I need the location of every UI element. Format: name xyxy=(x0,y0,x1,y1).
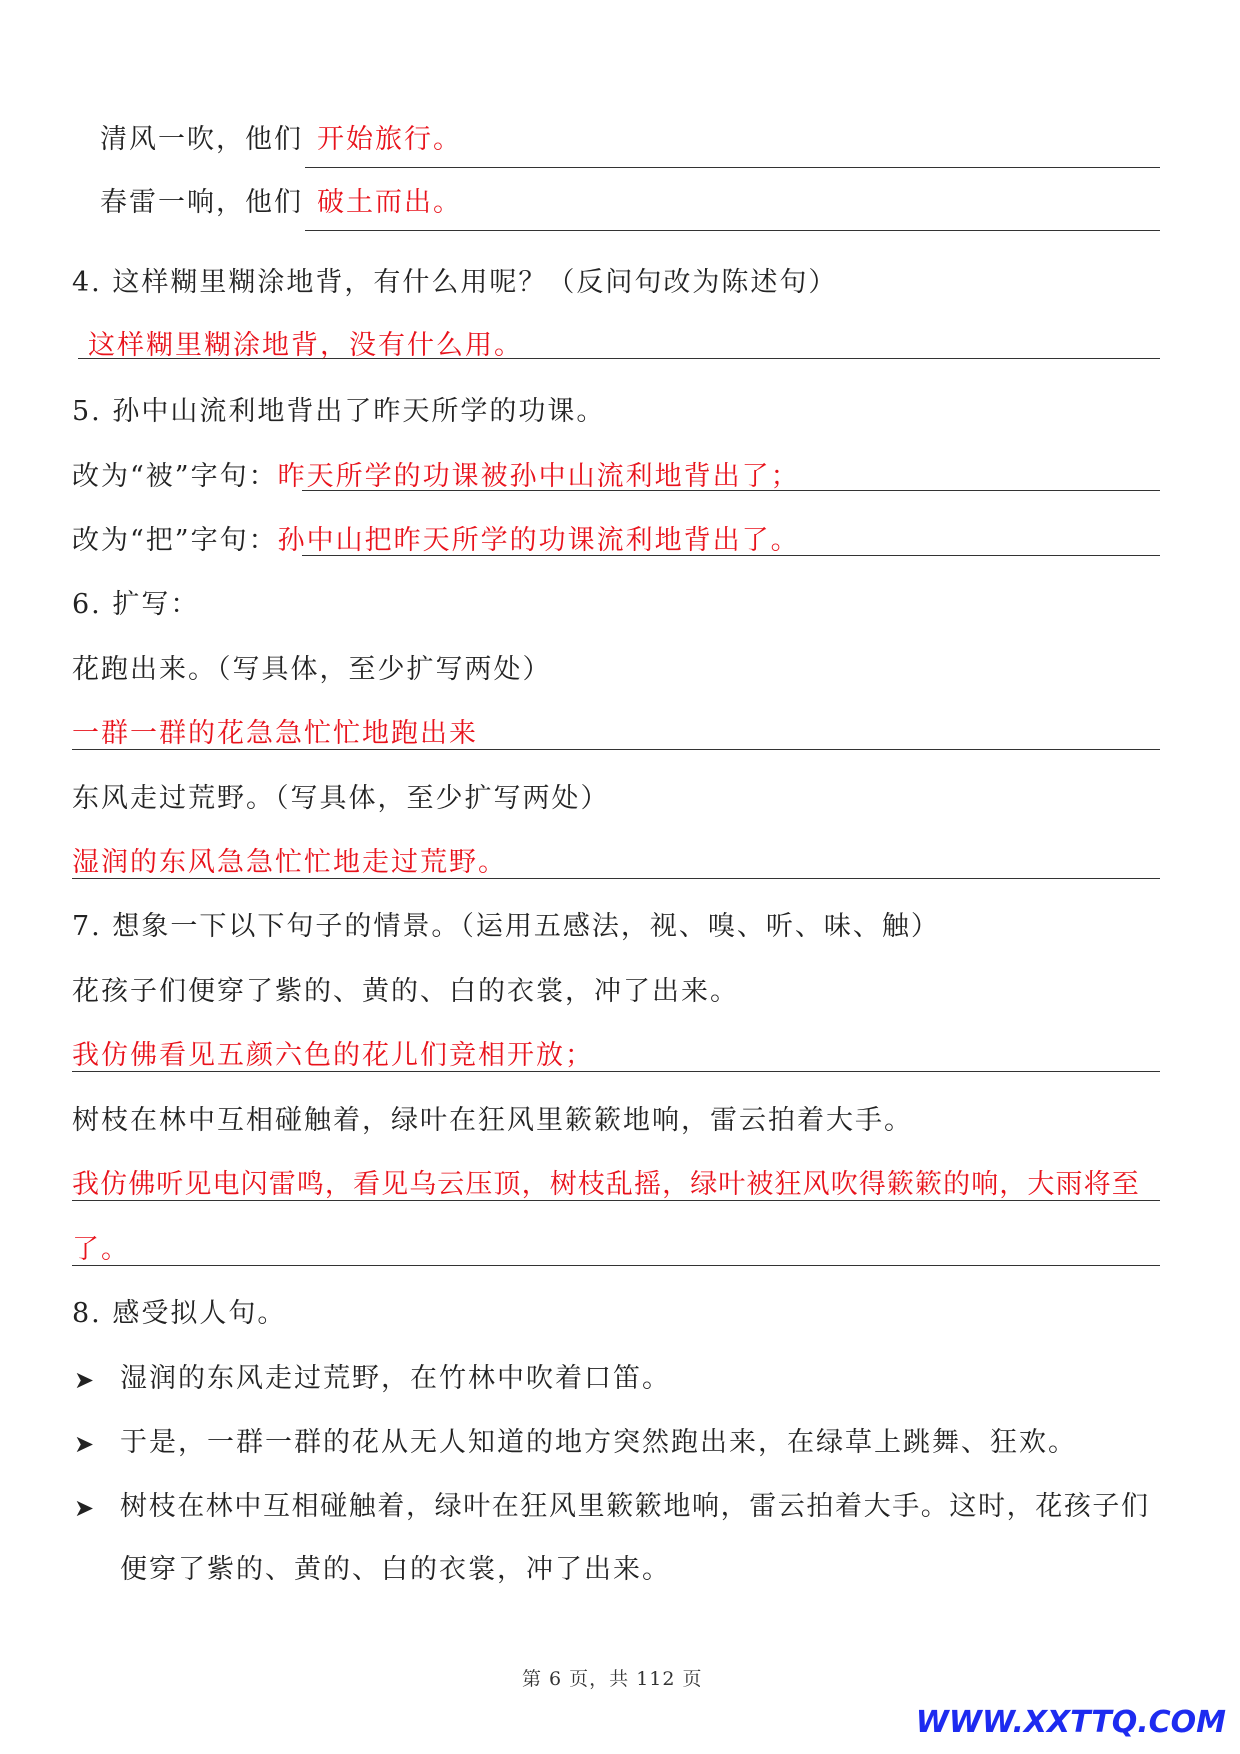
answer-underline xyxy=(72,1071,1160,1072)
question-6a: 花跑出来。（写具体，至少扩写两处） xyxy=(72,654,552,685)
answer-underline xyxy=(305,167,1160,168)
answer-underline xyxy=(72,878,1160,879)
bullet-item-3-line1: 树枝在林中互相碰触着，绿叶在狂风里簌簌地响，雷云拍着大手。这时，花孩子们 xyxy=(120,1491,1150,1522)
page-number: 第 6 页，共 112 页 xyxy=(522,1668,703,1690)
question-7: 7. 想象一下以下句子的情景。（运用五感法，视、嗅、听、味、触） xyxy=(72,911,940,942)
answer-text: 破土而出。 xyxy=(317,187,462,218)
question-4: 4. 这样糊里糊涂地背，有什么用呢？（反问句改为陈述句） xyxy=(72,267,838,298)
question-8: 8. 感受拟人句。 xyxy=(72,1298,287,1329)
bullet-item-1: 湿润的东风走过荒野，在竹林中吹着口笛。 xyxy=(120,1363,671,1394)
question-7b: 树枝在林中互相碰触着，绿叶在狂风里簌簌地响，雷云拍着大手。 xyxy=(72,1105,913,1136)
answer-4: 这样糊里糊涂地背，没有什么用。 xyxy=(88,330,523,361)
question-prefix: 改为“被”字句： xyxy=(72,461,278,492)
answer-text: 开始旅行。 xyxy=(317,124,462,155)
answer-text: 昨天所学的功课被孙中山流利地背出了； xyxy=(277,461,800,492)
bullet-item-2: 于是，一群一群的花从无人知道的地方突然跑出来，在绿草上跳舞、狂欢。 xyxy=(120,1427,1077,1458)
answer-underline xyxy=(302,555,1160,556)
question-prefix: 清风一吹，他们 xyxy=(100,124,303,155)
answer-7a: 我仿佛看见五颜六色的花儿们竞相开放； xyxy=(72,1040,594,1071)
answer-underline xyxy=(305,230,1160,231)
answer-underline xyxy=(302,490,1160,491)
question-5-ba xyxy=(72,523,800,559)
answer-7b-line2: 了。 xyxy=(72,1234,130,1265)
answer-7b-line1: 我仿佛听见电闪雷鸣，看见乌云压顶，树枝乱摇，绿叶被狂风吹得簌簌的响，大雨将至 xyxy=(72,1169,1140,1200)
question-line xyxy=(100,185,462,221)
arrowhead-bullet-icon: ➤ xyxy=(74,1494,95,1522)
question-6: 6. 扩写： xyxy=(72,589,200,620)
bullet-item-3-line2: 便穿了紫的、黄的、白的衣裳，冲了出来。 xyxy=(120,1554,671,1585)
arrowhead-bullet-icon: ➤ xyxy=(74,1430,95,1458)
answer-underline xyxy=(72,1200,1160,1201)
question-5: 5. 孙中山流利地背出了昨天所学的功课。 xyxy=(72,396,606,427)
question-7a: 花孩子们便穿了紫的、黄的、白的衣裳，冲了出来。 xyxy=(72,976,739,1007)
answer-6a: 一群一群的花急急忙忙地跑出来 xyxy=(72,718,478,749)
answer-underline xyxy=(72,1265,1160,1266)
answer-text: 孙中山把昨天所学的功课流利地背出了。 xyxy=(277,525,800,556)
question-prefix: 改为“把”字句： xyxy=(72,525,278,556)
question-6b: 东风走过荒野。（写具体，至少扩写两处） xyxy=(72,783,610,814)
arrowhead-bullet-icon: ➤ xyxy=(74,1366,95,1394)
question-line xyxy=(100,122,462,158)
answer-underline xyxy=(72,749,1160,750)
answer-6b: 湿润的东风急急忙忙地走过荒野。 xyxy=(72,847,507,878)
site-watermark: WWW.XXTTQ.COM xyxy=(915,1705,1226,1740)
question-prefix: 春雷一响，他们 xyxy=(100,187,303,218)
answer-underline xyxy=(78,358,1160,359)
